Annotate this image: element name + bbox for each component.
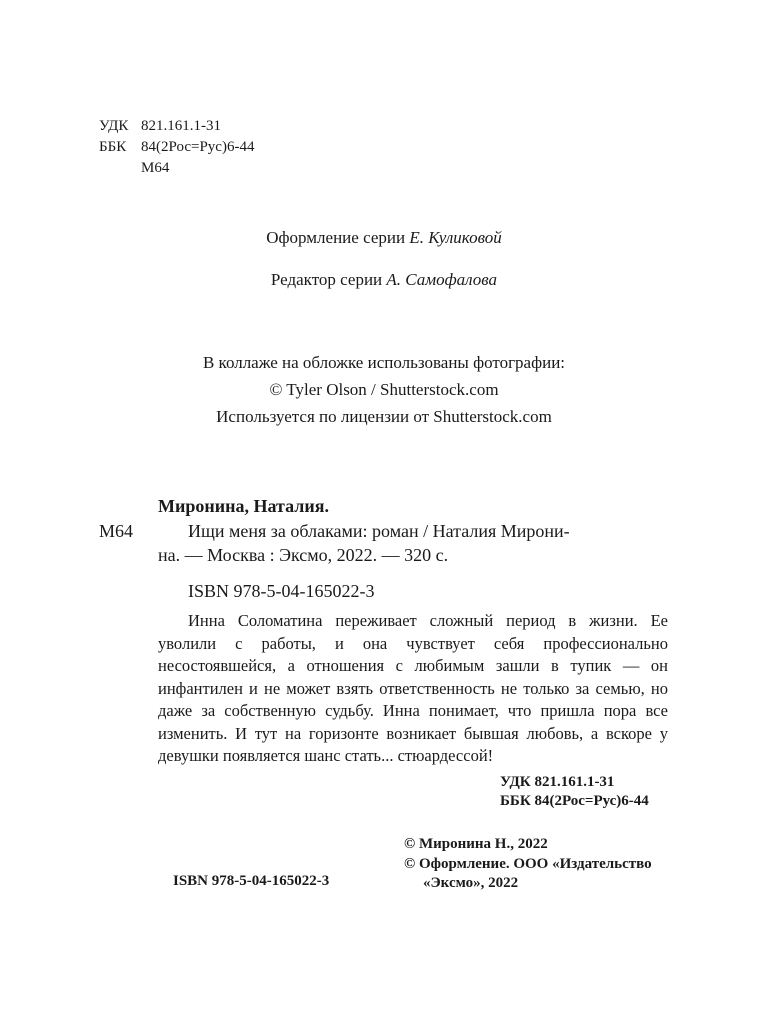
udk-label: УДК [99,118,129,134]
copyright-publisher: «Эксмо», 2022 [423,875,519,891]
footer-isbn: ISBN 978-5-04-165022-3 [173,873,330,889]
record-author: Миронина, Наталия. [158,496,329,516]
copyright-design: © Оформление. ООО «Издательство [404,856,652,872]
series-design-name: Е. Куликовой [409,228,502,247]
record-isbn: ISBN 978-5-04-165022-3 [188,581,375,601]
book-annotation: Инна Соломатина переживает сложный период в жизни. Ее уволили с работы, и она чувствует себя профессионально несостоявшейся, а отношения с любимым зашли в тупик — он инфантилен и не может взять ответственность не только за семью, но даже за собственную судьбу. Инна понимает, что пришла пора все изменить. И тут на горизонте возникает бывшая любовь, а вскоре у девушки появляется шанс стать... стюардессой! [158,611,668,765]
series-editor-name: А. Самофалова [386,270,498,289]
series-editor-credit [0,268,768,292]
photo-credit-line-3: Используется по лицензии от Shutterstock.com [216,407,552,426]
series-design-credit [0,226,768,250]
series-design-prefix: Оформление серии [266,228,406,247]
photo-credit-line-1: В коллаже на обложке использованы фотографии: [202,353,566,372]
record-code: М64 [99,521,134,541]
udk-value: 821.161.1-31 [141,118,221,134]
bbk-label: ББК [99,139,127,155]
author-code: М64 [141,160,170,176]
series-editor-prefix: Редактор серии [270,270,383,289]
record-title-line-1: Ищи меня за облаками: роман / Наталия Мирони- [188,521,570,541]
record-title-line-2: на. — Москва : Эксмо, 2022. — 320 с. [158,545,449,565]
record-udk-line: УДК 821.161.1-31 [500,774,615,790]
photo-credit-line-2: © Tyler Olson / Shutterstock.com [269,380,499,399]
copyright-author: © Миронина Н., 2022 [404,836,548,852]
bbk-value: 84(2Рос=Рус)6-44 [141,139,255,155]
record-bbk-line: ББК 84(2Рос=Рус)6-44 [500,793,649,809]
